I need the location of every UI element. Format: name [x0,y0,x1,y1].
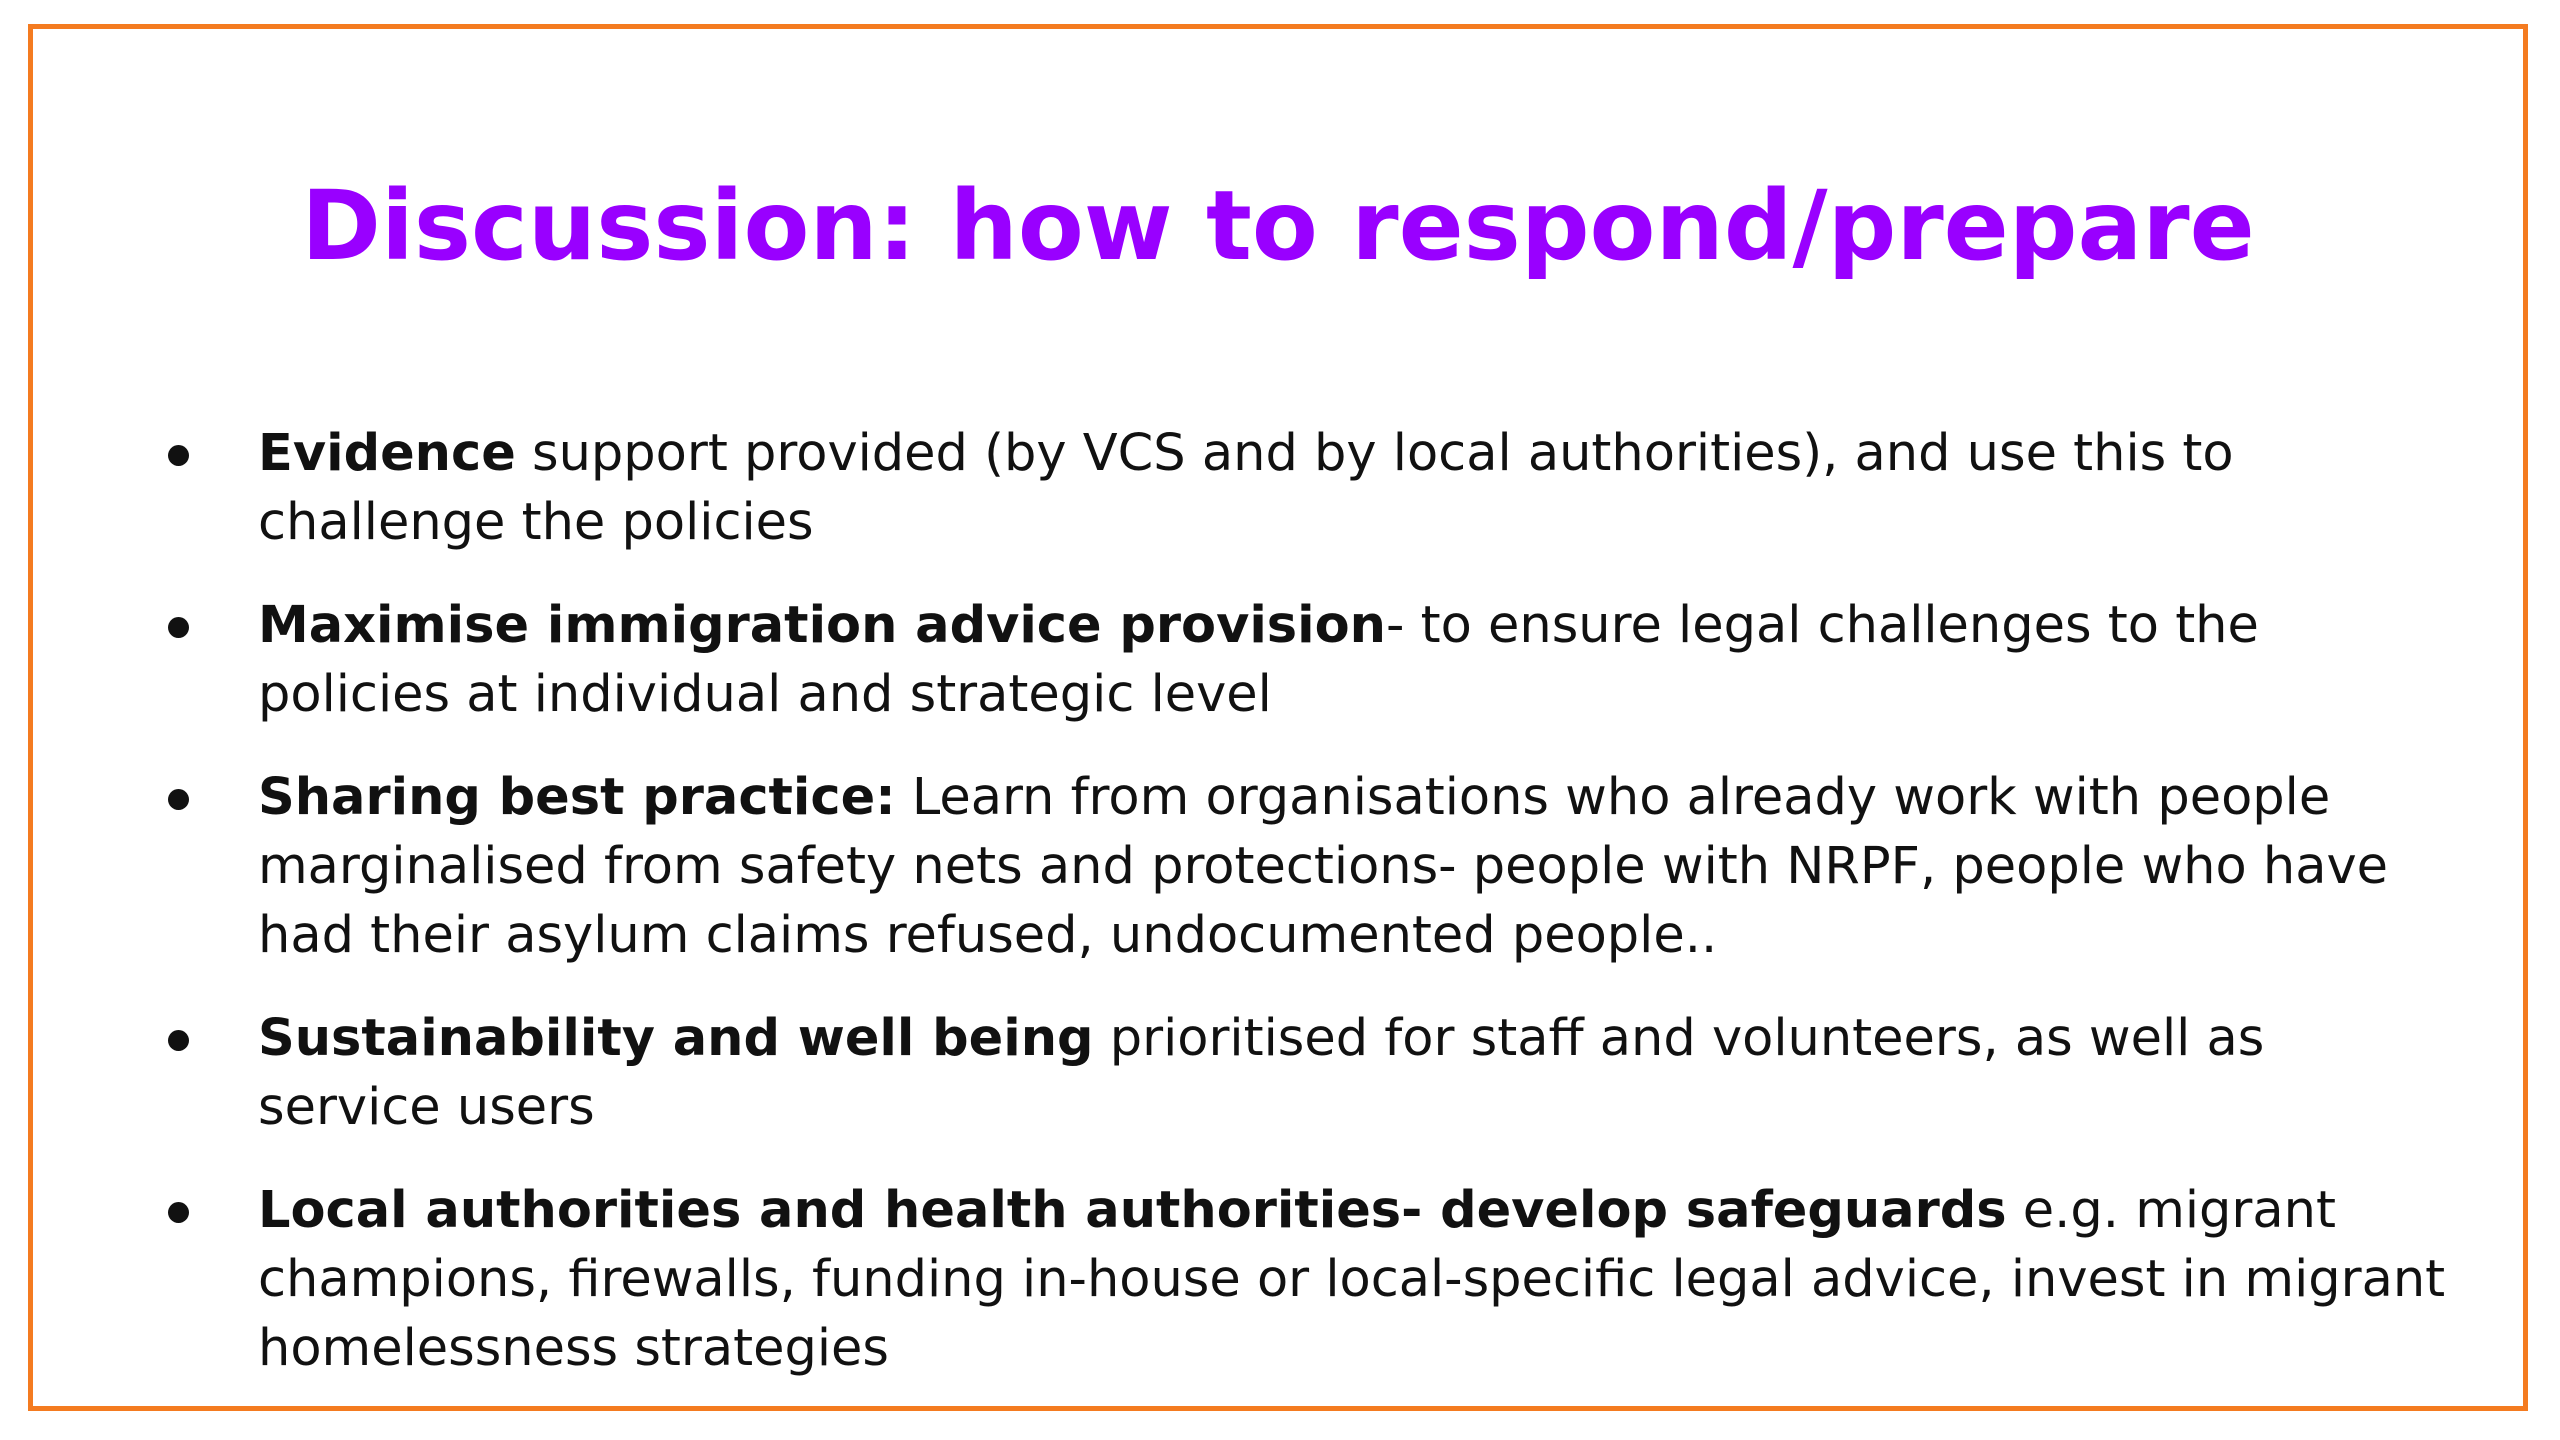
bullet-lead: Evidence [258,424,516,483]
slide-frame [28,24,2528,1411]
bullet-lead: Maximise immigration advice provision [258,596,1386,655]
bullet-item-sustainability [33,1004,2483,1142]
bullet-dot-icon [168,617,189,638]
bullet-text: support provided (by VCS and by local authorities), and use this to challenge the policies [258,424,2234,552]
bullet-lead: Local authorities and health authorities- develop safeguards [258,1181,2007,1240]
slide-title: Discussion: how to respond/prepare [301,170,2255,282]
bullet-item-evidence [33,419,2483,557]
bullet-dot-icon [168,789,189,810]
bullet-dot-icon [168,1202,189,1223]
bullet-item-immigration-advice [33,591,2483,729]
bullet-dot-icon [168,445,189,466]
bullet-item-best-practice [33,763,2483,970]
bullet-dot-icon [168,1030,189,1051]
bullet-text: Learn from organisations who already work with people marginalised from safety nets and protections- people with NRPF, people who have had their asylum claims refused, undocumented people.. [258,768,2389,965]
bullet-text: - to ensure legal challenges to the policies at individual and strategic level [258,596,2259,724]
bullet-text: e.g. migrant champions, firewalls, funding in-house or local-specific legal advice, invest in migrant homelessness strategies [258,1181,2446,1378]
bullet-text: prioritised for staff and volunteers, as well as service users [258,1009,2265,1137]
bullet-lead: Sustainability and well being [258,1009,1094,1068]
bullet-item-local-authorities [33,1176,2483,1383]
bullet-lead: Sharing best practice: [258,768,896,827]
bullet-list [33,419,2483,1417]
